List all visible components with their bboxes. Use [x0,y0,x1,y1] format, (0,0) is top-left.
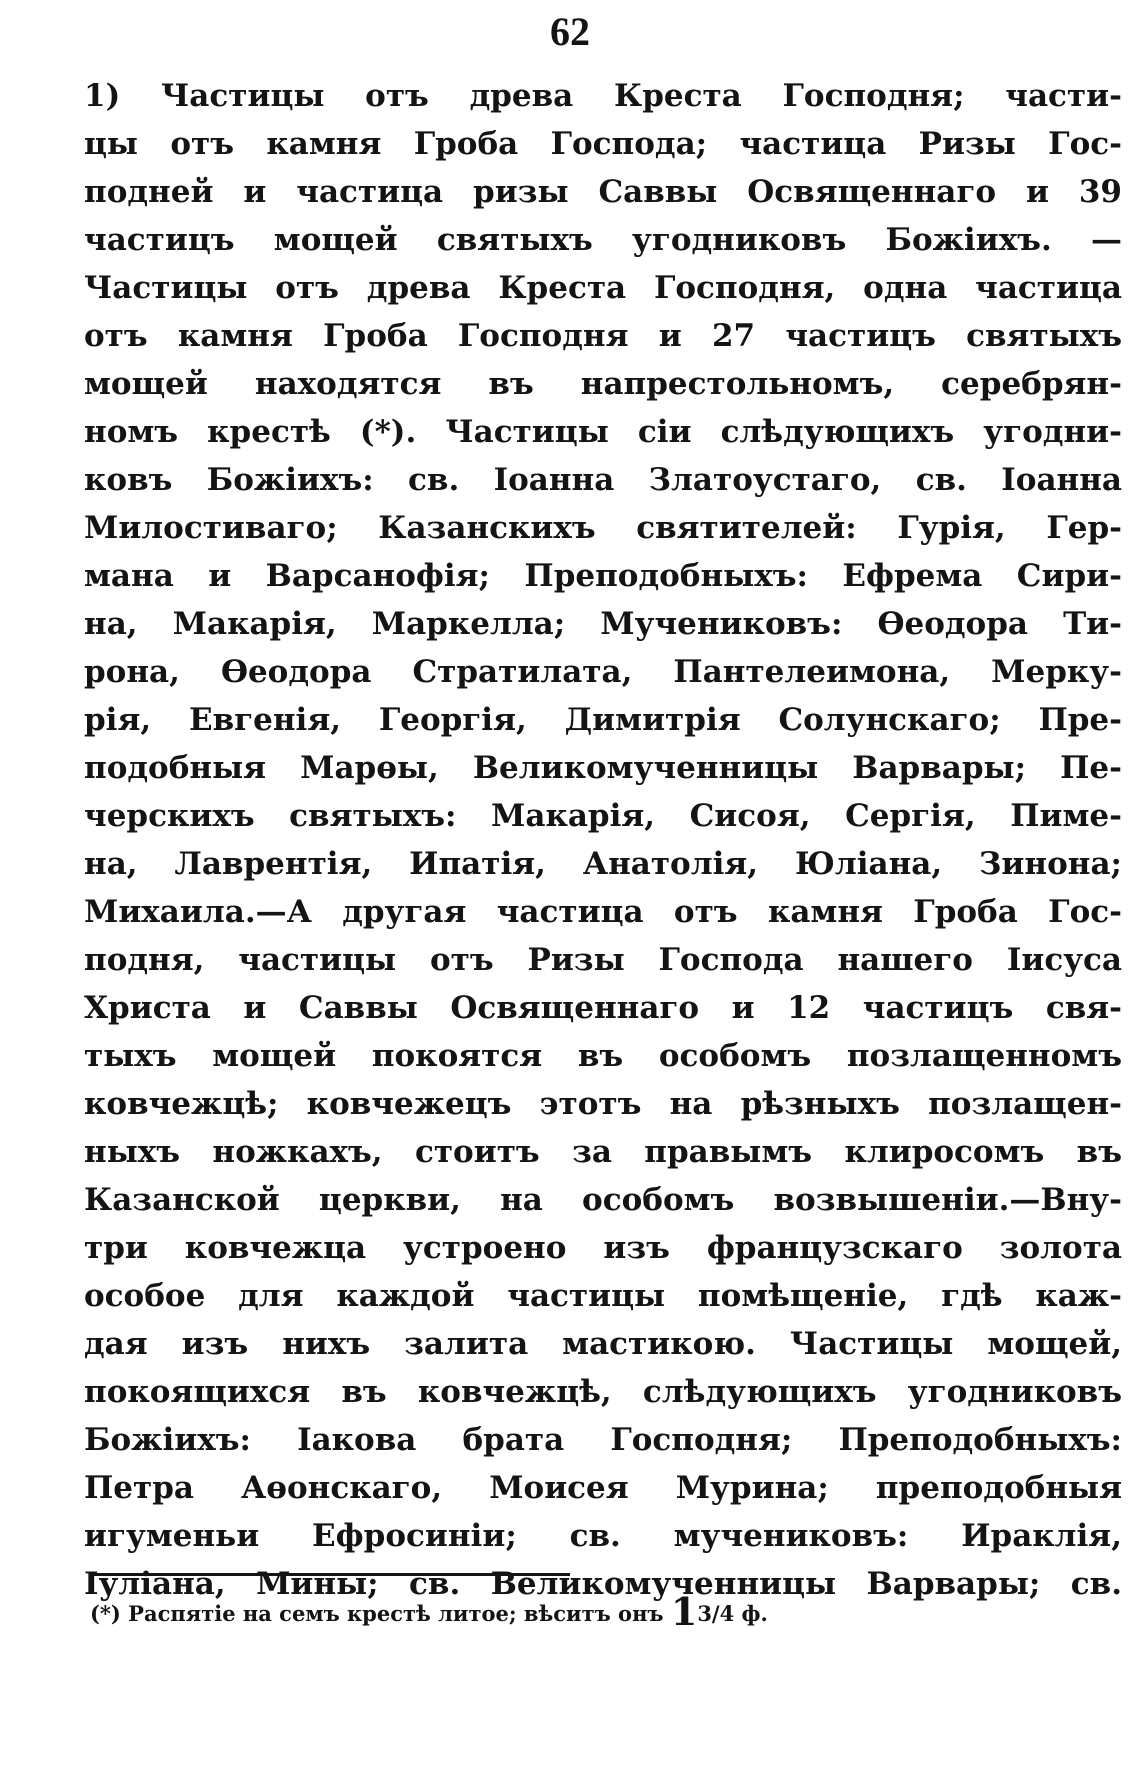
text-line: ковъ Божіихъ: св. Іоанна Златоустаго, св. Іоанна [84,462,1122,498]
text-line: тыхъ мощей покоятся въ особомъ позлащенномъ [84,1038,1122,1074]
text-line: мощей находятся въ напрестольномъ, серебрян- [84,366,1122,402]
footnote-weight: 1 [670,1589,698,1634]
text-line: частицъ мощей святыхъ угодниковъ Божіихъ. — [84,222,1122,258]
text-line: подобныя Марөы, Великомученницы Варвары; Пе- [84,750,1122,786]
text-line: Частицы отъ древа Креста Господня, одна частица [84,270,1122,306]
text-line: ныхъ ножкахъ, стоитъ за правымъ клиросомъ въ [84,1134,1122,1170]
text-line: черскихъ святыхъ: Макарія, Сисоя, Сергія, Пиме- [84,798,1122,834]
text-line: Петра Аөонскаго, Моисея Мурина; преподобныя [84,1470,1122,1506]
text-line: мана и Варсанофія; Преподобныхъ: Ефрема Сири- [84,558,1122,594]
text-line: Михаила.—А другая частица отъ камня Гроба Гос- [84,894,1122,930]
footnote-unit: ф. [741,1601,768,1626]
text-line: Христа и Саввы Освященнаго и 12 частицъ свя- [84,990,1122,1026]
text-line: рона, Өеодора Стратилата, Пантелеимона, Мерку- [84,654,1122,690]
text-line: три ковчежца устроено изъ французскаго золота [84,1230,1122,1266]
text-line: на, Макарія, Маркелла; Мучениковъ: Өеодора Ти- [84,606,1122,642]
text-line: Казанской церкви, на особомъ возвышеніи.—Вну- [84,1182,1122,1218]
text-line: цы отъ камня Гроба Господа; частица Ризы Гос- [84,126,1122,162]
text-line: рія, Евгенія, Георгія, Димитрія Солунскаго; Пре- [84,702,1122,738]
text-line: дая изъ нихъ залита мастикою. Частицы мощей, [84,1326,1122,1362]
text-line: 1) Частицы отъ древа Креста Господня; части- [84,78,1122,114]
footnote-text: (*) Распятіе на семъ крестѣ литое; вѣситъ онъ [90,1601,664,1626]
text-line: Іуліана, Мины; св. Великомученницы Варвары; св. [84,1566,1122,1602]
footnote-fraction: 3/4 [697,1601,735,1626]
text-line: номъ крестѣ (*). Частицы сіи слѣдующихъ угодни- [84,414,1122,450]
page-number: 62 [550,9,590,54]
text-line: отъ камня Гроба Господня и 27 частицъ святыхъ [84,318,1122,354]
footnote-divider [90,1573,570,1576]
text-line: подней и частица ризы Саввы Освященнаго и 39 [84,174,1122,210]
text-line: особое для каждой частицы помѣщеніе, гдѣ каж- [84,1278,1122,1314]
text-line: покоящихся въ ковчежцѣ, слѣдующихъ угодниковъ [84,1374,1122,1410]
body-text [84,72,1122,1608]
footnote [90,1589,990,1634]
text-line: Милостиваго; Казанскихъ святителей: Гурія, Гер- [84,510,1122,546]
text-line: подня, частицы отъ Ризы Господа нашего Іисуса [84,942,1122,978]
text-line: ковчежцѣ; ковчежецъ этотъ на рѣзныхъ позлащен- [84,1086,1122,1122]
text-line: Божіихъ: Іакова брата Господня; Преподобныхъ: [84,1422,1122,1458]
text-line: на, Лаврентія, Ипатія, Анатолія, Юліана, Зинона; [84,846,1122,882]
text-line: игуменьи Ефросиніи; св. мучениковъ: Ираклія, [84,1518,1122,1554]
